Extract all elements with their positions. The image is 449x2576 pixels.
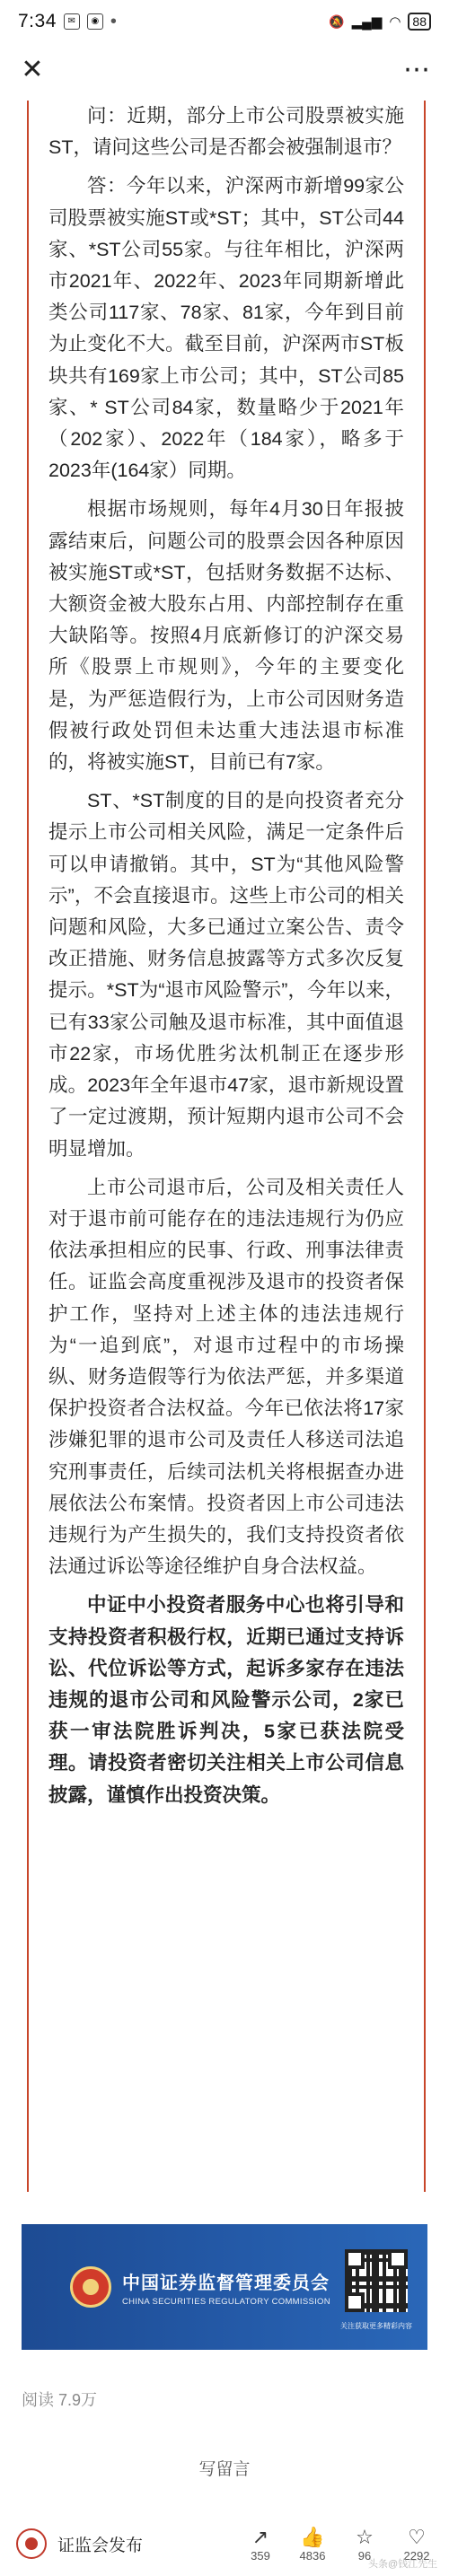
csrc-logo-icon [70,2266,111,2308]
article-paragraph-liability: 上市公司退市后，公司及相关责任人对于退市前可能存在的违法违规行为仍应依法承担相应的民事、行政、刑事法律责任。证监会高度重视涉及退市的投资者保护工作，坚持对上述主体的违法违规行为“一追到底”，对退市过程中的市场操纵、财务造假等行为依法严惩，并多渠道保护投资者合法权益。今年已依法将17家涉嫌犯罪的退市公司及责任人移送司法追究刑事责任，后续司法机关将根据查办进展依法公布案情。投资者因上市公司违法违规行为产生损失的，我们支持投资者依法通过诉讼等途径维护自身合法权益。 [48,1176,404,1578]
signal-icon: ▂▄▆ [351,14,383,30]
share-count: 359 [251,2548,270,2563]
account-name[interactable]: 证监会发布 [57,2536,144,2555]
star-icon: ☆ [356,2525,374,2548]
close-icon[interactable]: ✕ [21,54,44,84]
avatar[interactable] [16,2528,47,2559]
banner-name-en: CHINA SECURITIES REGULATORY COMMISSION [122,2296,330,2307]
article-paragraph-investor-service: 中证中小投资者服务中心也将引导和支持投资者积极行权，近期已通过支持诉讼、代位诉讼等方式，起诉多家存在违法违规的退市公司和风险警示公司，2家已获一审法院胜诉判决，5家已获法院受理。请投资者密切关注相关上市公司信息披露，谨慎作出投资决策。 [48,1594,404,1806]
share-icon: ↗ [251,2525,269,2548]
battery-icon: 88 [408,13,431,31]
qr-block [339,2244,413,2331]
account-block[interactable] [16,2528,244,2559]
more-dots-icon: • [110,11,117,31]
write-comment-link[interactable]: 写留言 [198,2460,251,2479]
qr-corner [388,2249,408,2269]
watch-count: 2292 [403,2548,430,2563]
qr-code-icon [339,2244,413,2318]
banner-name-cn: 中国证券监督管理委员会 [122,2273,330,2293]
qr-caption: 关注获取更多精彩内容 [340,2321,412,2330]
nav-bar [0,43,449,95]
app-icon: ◉ [87,13,103,30]
csrc-banner [22,2224,427,2350]
article-body [48,101,404,1811]
qr-corner [345,2249,365,2269]
like-button[interactable] [296,2526,329,2563]
article-paragraph-question: 问：近期，部分上市公司股票被实施ST，请问这些公司是否都会被强制退市？ [48,105,404,159]
article-paragraph-rules: 根据市场规则，每年4月30日年报披露结束后，问题公司的股票会因各种原因被实施ST或*ST，包括财务数据不达标、大额资金被大股东占用、内部控制存在重大缺陷等。按照4月底新修订的沪深交易所《股票上市规则》，今年的主要变化是，为严惩造假行为，上市公司因财务造假被行政处罚但未达重大违法退市标准的，将被实施ST，目前已有7家。 [48,498,404,774]
heart-icon: ♡ [408,2525,426,2548]
more-icon[interactable]: ⋯ [403,54,430,84]
status-time: 7:34 [18,11,57,31]
notification-icon: ✉ [64,13,80,30]
mute-icon: 🔕 [329,13,345,29]
status-bar [0,0,449,43]
article-paragraph-answer: 答：今年以来，沪深两市新增99家公司股票被实施ST或*ST；其中，ST公司44家、*ST公司55家。与往年相比，沪深两市2021年、2022年、2023年同期新增此类公司117家、78家、81家，今年到目前为止变化不大。截至目前，沪深两市ST板块共有169家上市公司；其中，ST公司85家、* ST公司84家，数量略少于2021年（202家）、2022年（184家），略多于2023年(164家）同期。 [48,175,404,482]
status-left [18,11,117,32]
status-right [329,13,431,31]
like-count: 4836 [299,2548,326,2563]
share-button[interactable] [244,2526,277,2563]
article-paragraph-st-system: ST、*ST制度的目的是向投资者充分提示上市公司相关风险，满足一定条件后可以申请撤销。其中，ST为“其他风险警示”，不会直接退市。这些上市公司的相关问题和风险，大多已通过立案公告、责令改正措施、财务信息披露等方式多次反复提示。*ST为“退市风险警示”，今年以来，已有33家公司触及退市标准，其中面值退市22家，市场优胜劣汰机制正在逐步形成。2023年全年退市47家，退市新规设置了一定过渡期，预计短期内退市公司不会明显增加。 [48,790,404,1160]
banner-text [122,2268,339,2307]
thumbs-up-icon: 👍 [300,2525,325,2548]
watermark: 头条@钱江先生 [368,2559,438,2570]
favorite-count: 96 [357,2548,372,2563]
wifi-icon: ◠ [389,14,401,30]
qr-corner [345,2292,365,2312]
read-count: 阅读 7.9万 [22,2391,98,2409]
